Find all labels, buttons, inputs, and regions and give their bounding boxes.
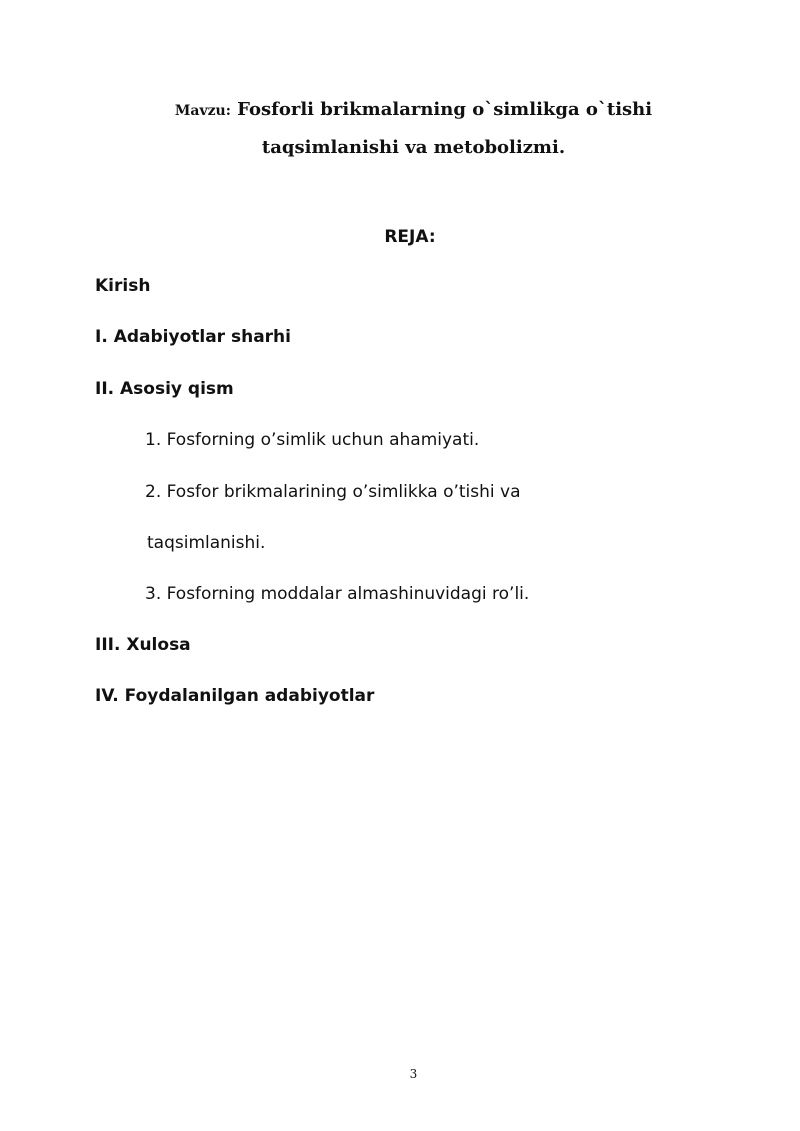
plan-subitem-2: 2. Fosfor brikmalarining o’simlikka o’tishi va — [145, 482, 521, 502]
plan-item-section-4: IV. Foydalanilgan adabiyotlar — [95, 686, 375, 706]
plan-item-intro: Kirish — [95, 276, 151, 296]
plan-subitem-2-continuation: taqsimlanishi. — [147, 533, 266, 553]
page-number: 3 — [409, 1067, 418, 1081]
title-text-line1: Fosforli brikmalarning o`simlikga o`tishi — [237, 99, 653, 120]
document-title-line2: taqsimlanishi va metobolizmi. — [261, 137, 566, 158]
plan-subitem-1: 1. Fosforning o’simlik uchun ahamiyati. — [145, 430, 480, 450]
plan-heading: REJA: — [384, 227, 436, 247]
plan-item-section-1: I. Adabiyotlar sharhi — [95, 327, 291, 347]
document-title-line1 — [0, 93, 800, 128]
plan-item-section-2: II. Asosiy qism — [95, 379, 234, 399]
plan-subitem-3: 3. Fosforning moddalar almashinuvidagi ro’li. — [145, 584, 530, 604]
title-prefix: Mavzu: — [174, 103, 231, 119]
plan-item-section-3: III. Xulosa — [95, 635, 191, 655]
